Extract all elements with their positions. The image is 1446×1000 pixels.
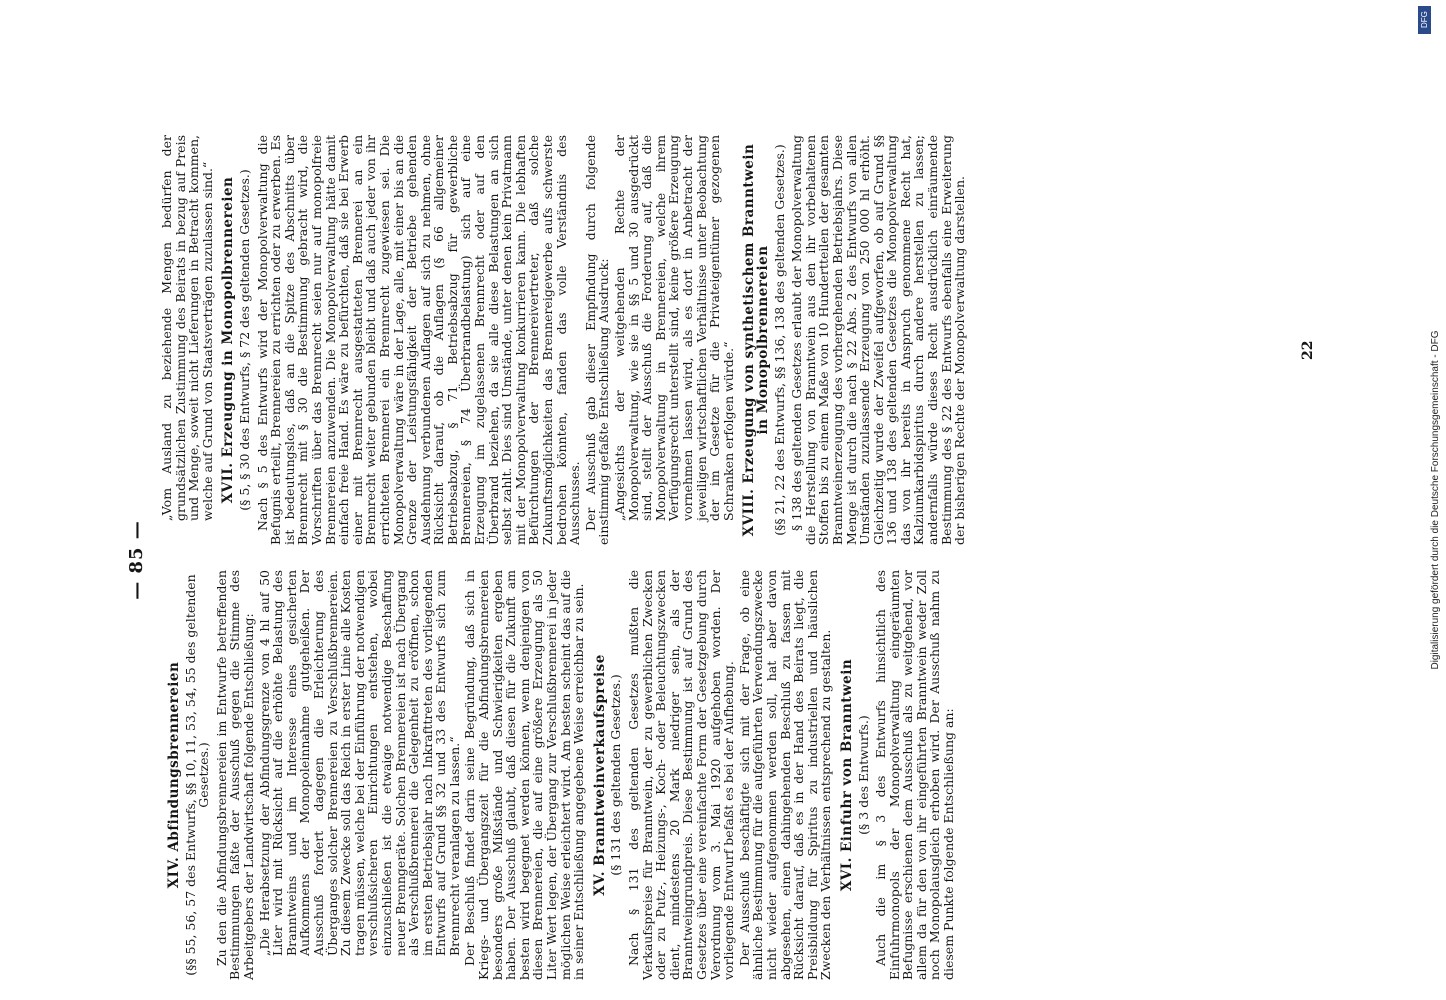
paragraph: Nach § 5 des Entwurfs wird der Monopolverwaltung die Befugnis erteilt, Brennereien zu errichten oder zu erwerben. Es ist bedeutungslos, daß an die Spitze des Abschnitts über Brennrecht mit § 30 die Bestimmung gebracht wird, die Vorschriften über das Brennrecht seien nur auf monopolfreie Brennereien anzuwenden. Die Monopolverwaltung hätte damit einfach freie Hand. Es wäre zu befürchten, daß sie bei Erwerb einer mit Brennrecht ausgestatteten Brennerei an ein Brennrecht weiter gebunden bleibt und daß auch jeder von ihr errichteten Brennerei ein Brennrecht zugewiesen sei. Die Monopolverwaltung wäre in der Lage, alle, mit einer bis an die Grenze der Leistungsfähigkeit der Betriebe gehenden Ausdehnung verbundenen Auflagen auf sich zu nehmen, ohne Rücksicht darauf, ob die Auflagen (§ 66 allgemeiner Betriebsabzug, § 71 Betriebsabzug für gewerbliche Brennereien, § 74 Überbrandbelastung) sich auf eine Erzeugung im zugelassenen Brennrecht oder auf den Überbrand beziehen, da sie alle diese Belastungen an sich selbst zahlt. Dies sind Umstände, unter denen kein Privatmann mit der Monopolverwaltung konkurrieren kann. Die lebhaften Befürchtungen der Brennereivertreter, daß solche Zukunftsmöglichkeiten das Brennereigewerbe aufs schwerste bedrohen könnten, fanden das volle Verständnis des Ausschusses.: [254, 135, 583, 545]
section-heading-xvii: XVII. Erzeugung in Monopolbrennereien: [220, 176, 237, 504]
rotated-text-area: [120, 120, 1320, 1000]
section-reference-xv: (§ 131 des geltenden Gesetzes.): [608, 674, 624, 876]
dfg-logo-badge: DFG: [1418, 6, 1431, 34]
page-number: — 85 —: [126, 520, 147, 600]
section-reference-xiv: (§§ 55, 56, 57 des Entwurfs, §§ 10, 11, 53, 54, 55 des geltenden Gesetzes.): [182, 574, 212, 976]
paragraph: Nach § 131 des geltenden Gesetzes mußten die Verkaufspreise für Branntwein, der zu gewerblichen Zwecken oder zu Putz-, Heizungs-, Koch- oder Beleuchtungszwecken dient, mindestens 20 Mark niedriger sein, als der Branntweingrundpreis. Diese Bestimmung ist auf Grund des Gesetzes über eine vereinfachte Form der Gesetzgebung durch Verordnung vom 3. Mai 1920 aufgehoben worden. Der vorliegende Entwurf befaßt es bei der Aufhebung.: [626, 570, 737, 980]
section-reference-xvi: (§ 3 des Entwurfs.): [855, 715, 871, 835]
paragraph: Der Beschluß findet darin seine Begründung, daß sich in Kriegs- und Übergangszeit für die Abfindungsbrennereien besonders große Mißstände und Schwierigkeiten ergeben haben. Der Ausschuß glaubt, daß diesen für die Zukunft am besten wird begegnet werden können, wenn denjenigen von diesen Brennereien, die auf eine größere Erzeugung als 50 Liter Wert legen, der Übergang zur Verschlußbrennerei in jeder möglichen Weise erleichtert wird. Am besten scheint das auf die in seiner Entschließung angegebene Weise erreichbar zu sein.: [462, 570, 587, 980]
margin-note: [1404, 0, 1441, 1000]
footer-number: 22: [1300, 340, 1316, 360]
section-heading-xv: XV. Branntweinverkaufspreise: [591, 654, 608, 896]
resolution-quote: „Vom Ausland zu beziehende Mengen bedürfen der grundsätzlichen Zustimmung des Beirats in bezug auf Preis und Menge, soweit nicht Lieferungen in Betracht kommen, welche auf Grund von Staatsverträgen zuzulassen sind.“: [159, 135, 215, 521]
right-column: [160, 135, 1320, 545]
section-heading-xiv: XIV. Abfindungsbrennereien: [166, 661, 182, 889]
funding-note: Digitalisierung gefördert durch die Deutsche Forschungsgemeinschaft - DFG: [1430, 330, 1441, 670]
paragraph: Auch die im § 3 des Entwurfs hinsichtlich des Einfuhrmonopols der Monopolverwaltung eingeräumten Befugnisse erschienen dem Ausschuß als zu weitgehend, vor allem da für den von ihr eingeführten Branntwein weder Zoll noch Monopolausgleich erhoben wird. Der Ausschuß nahm zu diesem Punkte folgende Entschließung an:: [873, 570, 957, 980]
section-reference-xvii: (§ 5, § 30 des Entwurfs, § 72 des geltenden Gesetzes.): [236, 169, 252, 511]
left-column: [160, 570, 1320, 980]
section-heading-xviii: XVIII. Erzeugung von synthetischem Branntwein in Monopolbrennereien: [741, 143, 771, 537]
section-heading-xvi: XVI. Einfuhr von Branntwein: [838, 658, 855, 892]
paragraph: Der Ausschuß beschäftigte sich mit der Frage, ob eine ähnliche Bestimmung für die aufgeführten Verwendungszwecke nicht wieder aufgenommen werden soll, hat aber davon abgesehen, einen dahingehenden Beschluß zu fassen mit Rücksicht darauf, daß es in der Hand des Beirats liegt, die Preisbildung für Spiritus zu industriellen und häuslichen Zwecken den Verhältnissen entsprechend zu gestalten.: [736, 570, 834, 980]
paragraph: Zu den die Abfindungsbrennereien im Entwurfe betreffenden Bestimmungen faßte der Ausschuß gegen die Stimme des Arbeitgebers der Landwirtschaft folgende Entschließung:: [213, 570, 256, 980]
resolution-quote: „Die Herabsetzung der Abfindungsgrenze von 4 hl auf 50 Liter wird mit Rücksicht auf die erhöhte Belastung des Branntweins und im Interesse eines gesicherten Aufkommens der Monopoleinnahme gutgeheißen. Der Ausschuß fordert dagegen die Erleichterung des Überganges solcher Brennereien zu Verschlußbrennereien. Zu diesem Zwecke soll das Reich in erster Linie alle Kosten tragen müssen, welche bei der Einführung der notwendigen verschlußsicheren Einrichtungen entstehen, wobei einzuschließen ist die etwaige notwendige Beschaffung neuer Brenngeräte. Solchen Brennereien ist nach Übergang als Verschlußbrennerei die Gelegenheit zu eröffnen, schon im ersten Betriebsjahr nach Inkrafttreten des vorliegenden Entwurfs auf Grund §§ 32 und 33 des Entwurfs sich zum Brennrecht veranlagen zu lassen.“: [256, 570, 462, 956]
paragraph: § 138 des geltenden Gesetzes erlaubt der Monopolverwaltung die Herstellung von Branntwein aus den ihr vorbehaltenen Stoffen bis zu einem Maße von 10 Hundertteilen der gesamten Branntweinerzeugung des vorhergehenden Betriebsjahrs. Diese Menge ist durch die nach § 22 Abs. 2 des Entwurfs von allen Umständen zuzulassende Erzeugung von 250 000 hl erhöht. Gleichzeitig wurde der Zweifel aufgeworfen, ob auf Grund §§ 136 und 138 des geltenden Gesetzes die Monopolverwaltung das von ihr bereits in Anspruch genommene Recht hat, Kalziumkarbidspiritus durch andere herstellen zu lassen; andernfalls würde dieses Recht ausdrücklich einräumende Bestimmung des § 22 des Entwurfs ebenfalls eine Erweiterung der bisherigen Rechte der Monopolverwaltung darstellen.: [789, 135, 968, 545]
paragraph: Der Ausschuß gab dieser Empfindung durch folgende einstimmig gefaßte Entschließung Ausdruck:: [582, 135, 612, 545]
resolution-quote: „Angesichts der weitgehenden Rechte der Monopolverwaltung, wie sie in §§ 5 und 30 ausgedrückt sind, stellt der Ausschuß die Forderung auf, daß die Monopolverwaltung in Brennereien, welche ihrem Verfügungsrecht unterstellt sind, keine größere Erzeugung vornehmen lassen wird, als es dort in Anbetracht der jeweiligen wirtschaftlichen Verhältnisse unter Beobachtung der im Gesetze für die Privateigentümer gezogenen Schranken erfolgen würde.“: [612, 135, 736, 521]
section-reference-xviii: (§§ 21, 22 des Entwurfs, §§ 136, 138 des geltenden Gesetzes.): [771, 144, 787, 536]
